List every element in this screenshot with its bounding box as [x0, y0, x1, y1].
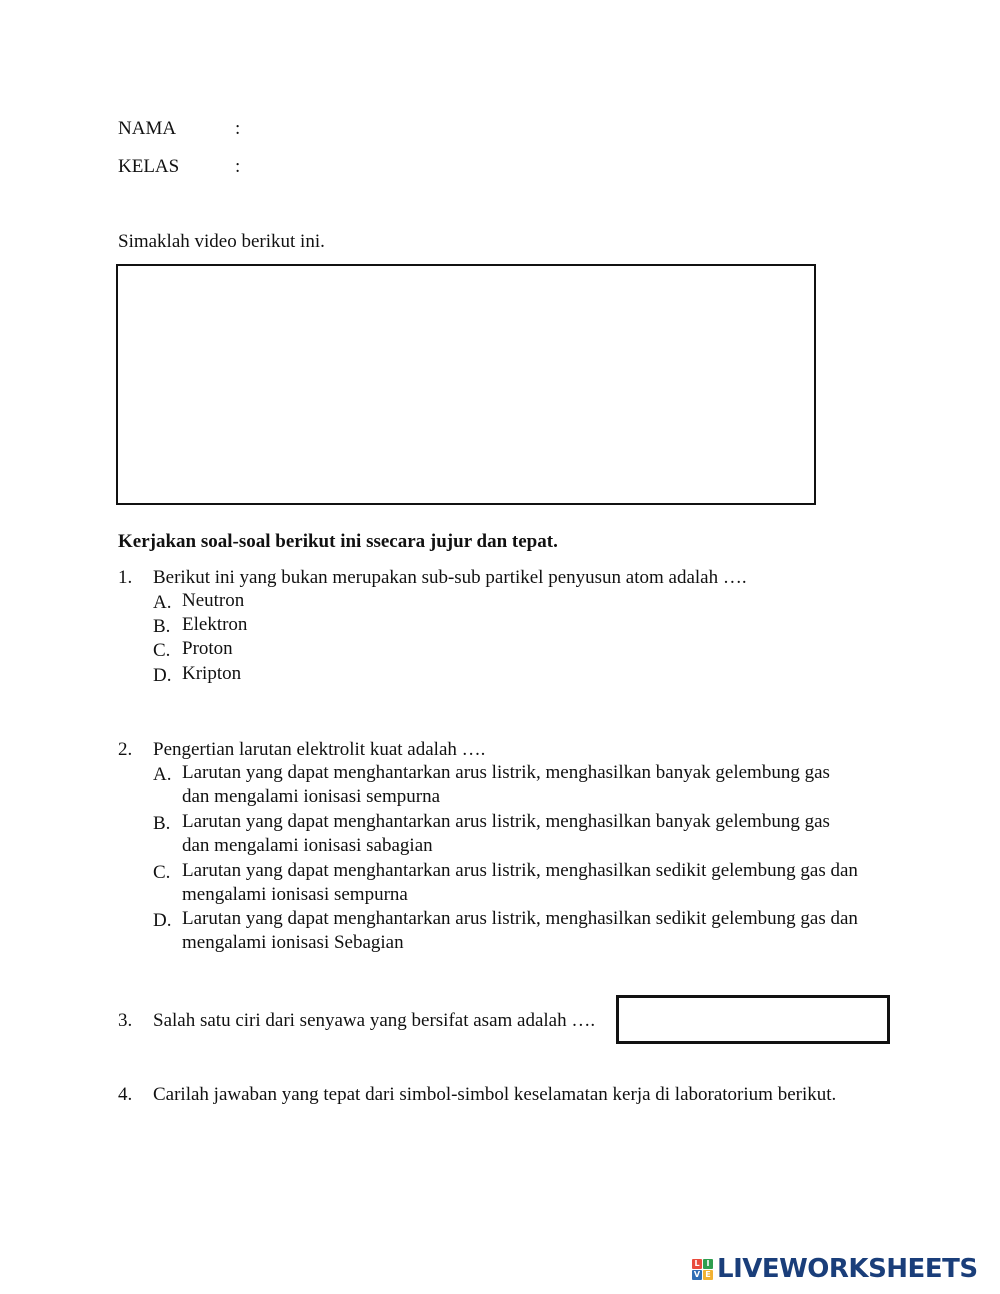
option-text: Larutan yang dapat menghantarkan arus listrik, menghasilkan banyak gelembung gas [182, 811, 830, 832]
option-text-continued: dan mengalami ionisasi sempurna [182, 786, 441, 807]
option-text-continued: dan mengalami ionisasi sabagian [182, 835, 433, 856]
option-text: Neutron [182, 590, 245, 611]
option-letter: A. [153, 764, 172, 785]
logo-mark-icon [692, 1259, 713, 1280]
option-text: Larutan yang dapat menghantarkan arus listrik, menghasilkan banyak gelembung gas [182, 762, 830, 783]
logo-mark-tile: L [692, 1259, 702, 1269]
question-text: Berikut ini yang bukan merupakan sub-sub partikel penyusun atom adalah …. [153, 567, 747, 588]
question-text: Pengertian larutan elektrolit kuat adalah …. [153, 739, 486, 760]
option-text-continued: mengalami ionisasi Sebagian [182, 932, 404, 953]
name-label: NAMA [118, 118, 177, 139]
option-letter: D. [153, 910, 172, 931]
class-colon: : [235, 156, 241, 177]
logo-text: LIVEWORKSHEETS [717, 1254, 978, 1284]
liveworksheets-logo [692, 1254, 978, 1284]
option-letter: A. [153, 592, 172, 613]
video-intro-text: Simaklah video berikut ini. [118, 231, 325, 252]
question-text: Carilah jawaban yang tepat dari simbol-simbol keselamatan kerja di laboratorium berikut. [153, 1084, 837, 1105]
option-text: Larutan yang dapat menghantarkan arus listrik, menghasilkan sedikit gelembung gas dan [182, 908, 858, 929]
video-frame[interactable] [116, 264, 816, 505]
instruction-heading: Kerjakan soal-soal berikut ini ssecara jujur dan tepat. [118, 531, 558, 552]
question-text: Salah satu ciri dari senyawa yang bersifat asam adalah …. [153, 1010, 596, 1031]
name-colon: : [235, 118, 241, 139]
question-number: 1. [118, 567, 133, 588]
logo-mark-tile: V [693, 1269, 701, 1279]
option-letter: D. [153, 665, 172, 686]
option-letter: B. [153, 616, 171, 637]
class-label: KELAS [118, 156, 180, 177]
option-text: Elektron [182, 614, 248, 635]
question-number: 3. [118, 1010, 133, 1031]
option-text: Proton [182, 638, 233, 659]
logo-mark-tile: E [703, 1270, 713, 1280]
option-text: Kripton [182, 663, 242, 684]
option-text-continued: mengalami ionisasi sempurna [182, 884, 408, 905]
logo-mark-tile: I [703, 1259, 713, 1269]
option-letter: C. [153, 640, 171, 661]
answer-input-box[interactable] [616, 995, 890, 1044]
option-letter: C. [153, 862, 171, 883]
question-number: 4. [118, 1084, 133, 1105]
option-letter: B. [153, 813, 171, 834]
option-text: Larutan yang dapat menghantarkan arus listrik, menghasilkan sedikit gelembung gas dan [182, 860, 858, 881]
question-number: 2. [118, 739, 133, 760]
